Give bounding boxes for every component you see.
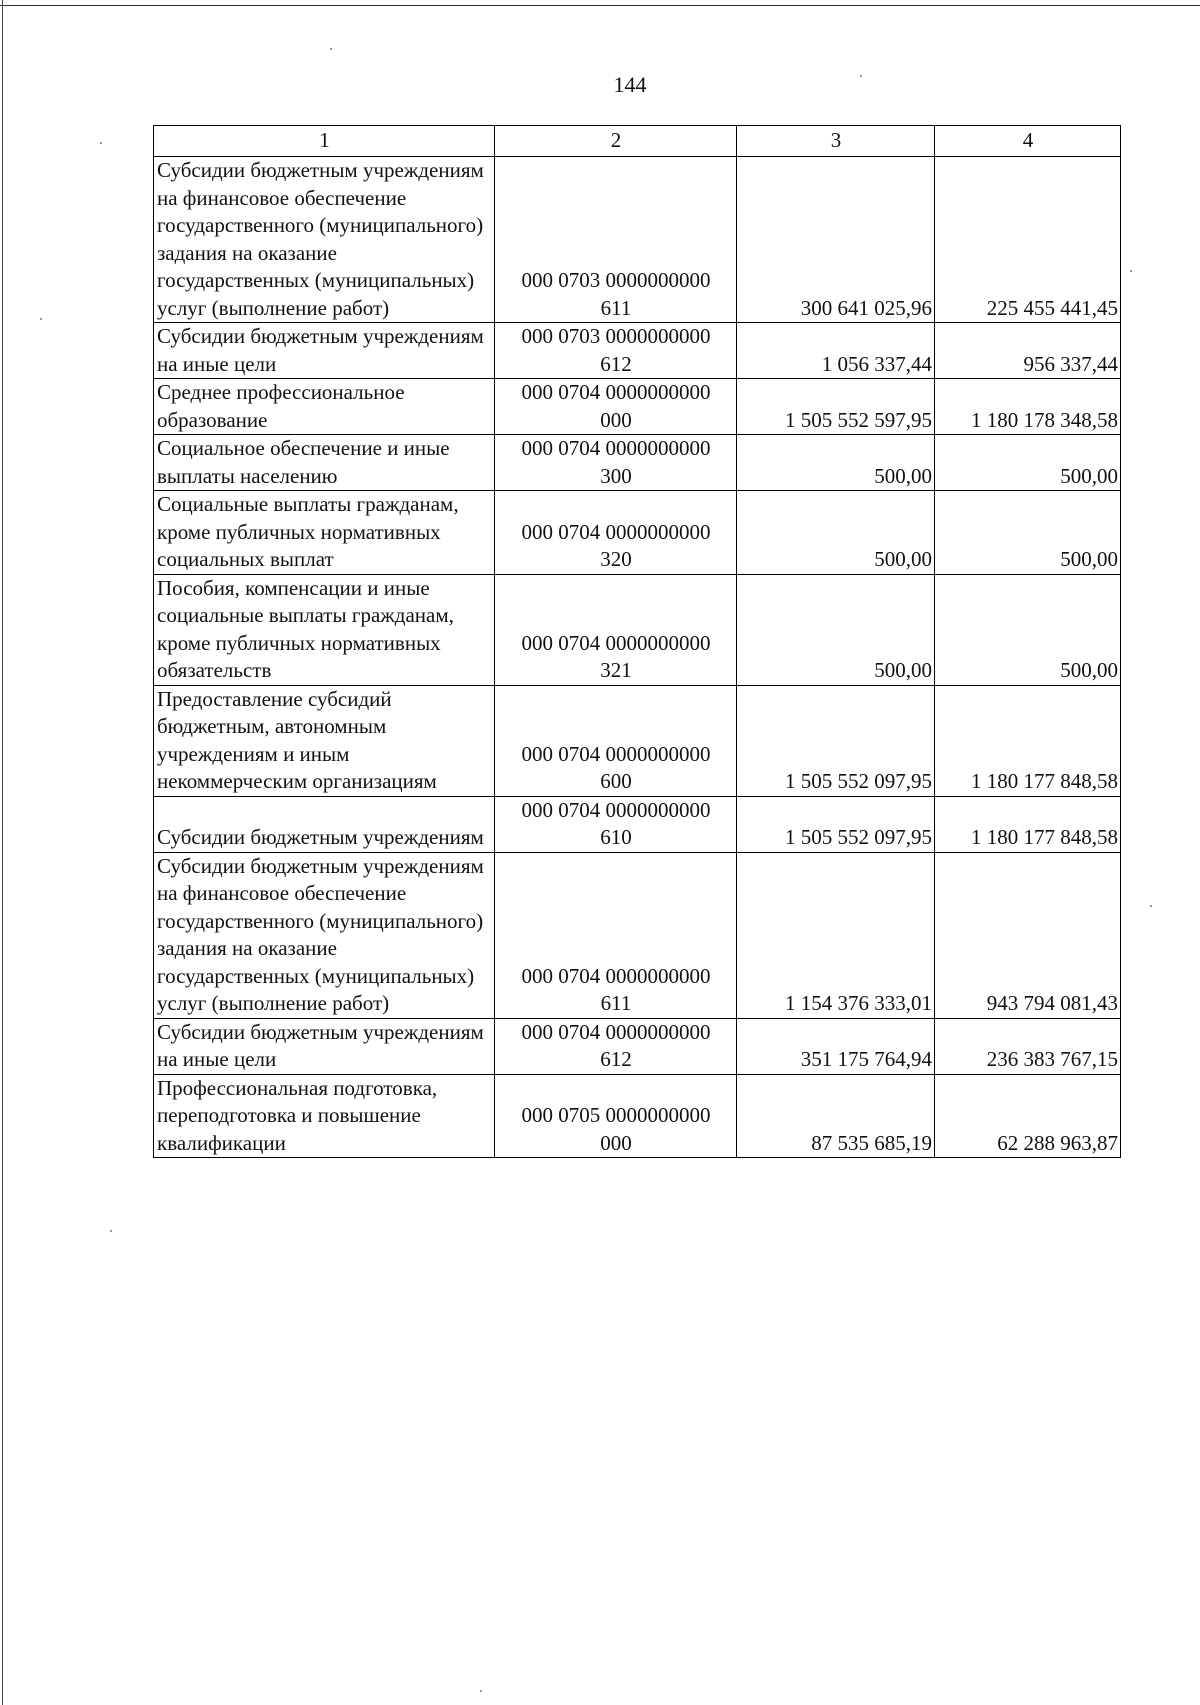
table-row [154,796,1121,852]
scan-speck [480,1690,482,1692]
row-value-3: 500,00 [737,435,935,491]
table-row [154,852,1121,1018]
code-line-2: 321 [600,658,632,682]
scan-speck [110,1230,112,1232]
code-line-1: 000 0705 0000000000 [521,1103,711,1127]
row-value-4: 956 337,44 [935,323,1121,379]
row-value-3: 500,00 [737,491,935,575]
code-line-2: 000 [600,1130,632,1155]
code-line-1: 000 0703 0000000000 [521,268,711,292]
scan-speck [860,75,862,77]
row-code [495,796,737,852]
table-body [154,157,1121,1158]
header-col-4: 4 [935,126,1121,157]
code-line-2: 000 [600,407,632,432]
row-name: Субсидии бюджетным учреждениям на финансовое обеспечение государственного (муниципального) задания на оказание государственных (муниципальных) услуг (выполнение работ) [154,852,495,1018]
code-line-1: 000 0704 0000000000 [521,797,711,822]
table-row [154,323,1121,379]
code-line-1: 000 0704 0000000000 [521,741,711,766]
scan-speck [1130,270,1132,272]
code-line-2: 300 [600,463,632,488]
row-code [495,574,737,685]
row-value-4: 225 455 441,45 [935,157,1121,323]
row-value-4: 943 794 081,43 [935,852,1121,1018]
code-line-2: 612 [600,351,632,376]
row-name: Социальное обеспечение и иные выплаты населению [154,435,495,491]
row-value-3: 1 056 337,44 [737,323,935,379]
row-code [495,685,737,796]
budget-table [153,125,1121,1158]
row-value-3: 87 535 685,19 [737,1074,935,1158]
table-row [154,491,1121,575]
row-name: Среднее профессиональное образование [154,379,495,435]
code-line-2: 611 [600,991,632,1015]
row-value-3: 500,00 [737,574,935,685]
scan-edge-left [2,0,3,1705]
code-line-1: 000 0704 0000000000 [521,963,711,988]
code-line-2: 600 [600,769,632,793]
row-code [495,157,737,323]
row-code [495,852,737,1018]
row-value-4: 500,00 [935,491,1121,575]
table-row [154,435,1121,491]
code-line-2: 611 [600,295,632,320]
row-value-3: 1 154 376 333,01 [737,852,935,1018]
row-name: Пособия, компенсации и иные социальные выплаты гражданам, кроме публичных нормативных обязательств [154,574,495,685]
code-line-1: 000 0704 0000000000 [521,519,711,544]
row-name: Субсидии бюджетным учреждениям [154,796,495,852]
row-code [495,1018,737,1074]
table-row [154,157,1121,323]
code-line-1: 000 0704 0000000000 [521,380,711,404]
row-value-4: 62 288 963,87 [935,1074,1121,1158]
row-value-4: 500,00 [935,435,1121,491]
code-line-2: 612 [600,1047,632,1071]
scan-speck [1150,905,1152,907]
row-name: Профессиональная подготовка, переподготовка и повышение квалификации [154,1074,495,1158]
row-code [495,323,737,379]
header-col-3: 3 [737,126,935,157]
code-line-1: 000 0703 0000000000 [521,324,711,348]
row-value-3: 1 505 552 597,95 [737,379,935,435]
scan-speck [40,318,42,320]
code-line-2: 320 [600,547,632,571]
table-row [154,685,1121,796]
code-line-2: 610 [600,825,632,849]
row-value-3: 300 641 025,96 [737,157,935,323]
row-value-3: 1 505 552 097,95 [737,796,935,852]
row-code [495,435,737,491]
row-value-4: 1 180 178 348,58 [935,379,1121,435]
table-row [154,1018,1121,1074]
row-name: Субсидии бюджетным учреждениям на иные цели [154,323,495,379]
code-line-1: 000 0704 0000000000 [521,630,711,655]
scan-speck [100,142,102,144]
row-value-4: 1 180 177 848,58 [935,796,1121,852]
code-line-1: 000 0704 0000000000 [521,1019,711,1044]
code-line-1: 000 0704 0000000000 [521,436,711,460]
header-col-1: 1 [154,126,495,157]
scan-speck [330,48,332,50]
table-row [154,574,1121,685]
row-value-4: 236 383 767,15 [935,1018,1121,1074]
row-value-3: 1 505 552 097,95 [737,685,935,796]
row-code [495,1074,737,1158]
row-value-4: 1 180 177 848,58 [935,685,1121,796]
page-number: 144 [613,72,647,97]
header-row [154,126,1121,157]
row-code [495,491,737,575]
scan-edge-top [0,5,1200,6]
header-col-2: 2 [495,126,737,157]
row-name: Социальные выплаты гражданам, кроме публичных нормативных социальных выплат [154,491,495,575]
row-value-3: 351 175 764,94 [737,1018,935,1074]
table-row [154,379,1121,435]
row-value-4: 500,00 [935,574,1121,685]
row-name: Субсидии бюджетным учреждениям на финансовое обеспечение государственного (муниципального) задания на оказание государственных (муниципальных) услуг (выполнение работ) [154,157,495,323]
row-code [495,379,737,435]
table-row [154,1074,1121,1158]
row-name: Субсидии бюджетным учреждениям на иные цели [154,1018,495,1074]
row-name: Предоставление субсидий бюджетным, автономным учреждениям и иным некоммерческим организациям [154,685,495,796]
